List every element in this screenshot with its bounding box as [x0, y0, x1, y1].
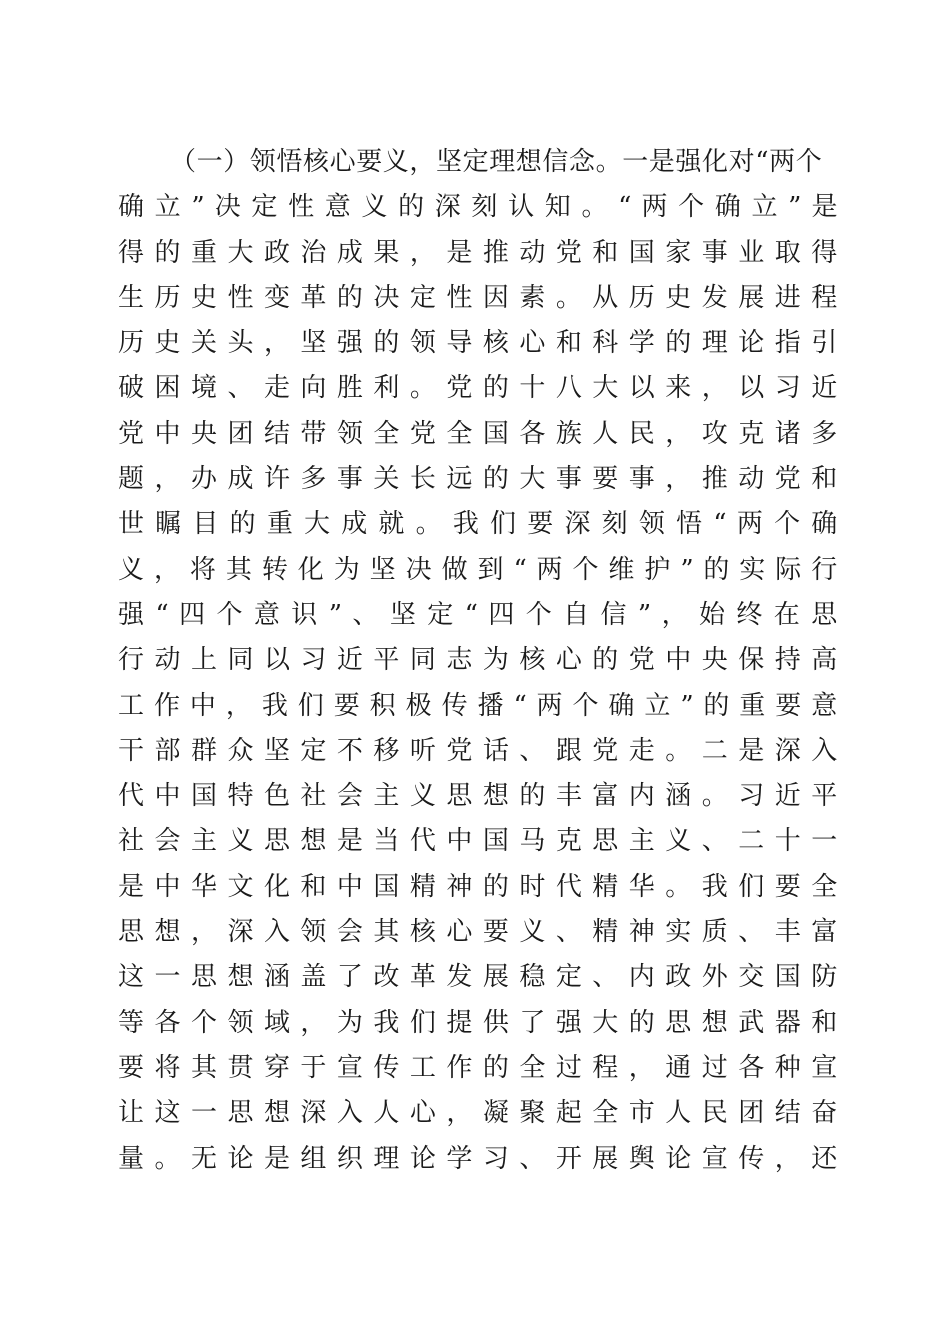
paragraph-line: （一）领悟核心要义，坚定理想信念。一是强化对“两个: [170, 147, 823, 177]
paragraph-line: 干 部 群 众 坚 定 不 移 听 党 话 、 跟 党 走 。 二 是 深 入: [118, 735, 838, 766]
paragraph-line: 题 ， 办 成 许 多 事 关 长 远 的 大 事 要 事 ， 推 动 党 和: [118, 464, 838, 495]
paragraph-line: 社 会 主 义 思 想 是 当 代 中 国 马 克 思 主 义 、 二 十 一: [118, 826, 838, 857]
paragraph-line: 是 中 华 文 化 和 中 国 精 神 的 时 代 精 华 。 我 们 要 全: [118, 871, 838, 902]
paragraph-line: 这 一 思 想 涵 盖 了 改 革 发 展 稳 定 、 内 政 外 交 国 防: [118, 962, 838, 993]
paragraph-line: 历 史 关 头 ， 坚 强 的 领 导 核 心 和 科 学 的 理 论 指 引: [118, 328, 838, 359]
paragraph-line: 确 立 ” 决 定 性 意 义 的 深 刻 认 知 。 “ 两 个 确 立 ” 是: [118, 192, 838, 223]
paragraph-line: 代 中 国 特 色 社 会 主 义 思 想 的 丰 富 内 涵 。 习 近 平: [118, 781, 838, 812]
paragraph-line: 行 动 上 同 以 习 近 平 同 志 为 核 心 的 党 中 央 保 持 高: [118, 645, 838, 676]
paragraph-line: 党 中 央 团 结 带 领 全 党 全 国 各 族 人 民 ， 攻 克 诸 多: [118, 418, 838, 449]
paragraph-line: 工 作 中 ， 我 们 要 积 极 传 播 “ 两 个 确 立 ” 的 重 要 意: [118, 690, 838, 721]
paragraph-line: 得 的 重 大 政 治 成 果 ， 是 推 动 党 和 国 家 事 业 取 得: [118, 237, 838, 268]
paragraph-line: 强 “ 四 个 意 识 ” 、 坚 定 “ 四 个 自 信 ” ， 始 终 在 思: [118, 599, 838, 630]
paragraph-line: 思 想 ， 深 入 领 会 其 核 心 要 义 、 精 神 实 质 、 丰 富: [118, 917, 838, 948]
paragraph-line: 量 。 无 论 是 组 织 理 论 学 习 、 开 展 舆 论 宣 传 ， 还: [118, 1143, 838, 1174]
paragraph-line: 世 瞩 目 的 重 大 成 就 。 我 们 要 深 刻 领 悟 “ 两 个 确: [118, 509, 838, 540]
paragraph-line: 义 ， 将 其 转 化 为 坚 决 做 到 “ 两 个 维 护 ” 的 实 际 行: [118, 554, 838, 585]
paragraph-line: 等 各 个 领 域 ， 为 我 们 提 供 了 强 大 的 思 想 武 器 和: [118, 1007, 838, 1038]
paragraph-line: 生 历 史 性 变 革 的 决 定 性 因 素 。 从 历 史 发 展 进 程: [118, 282, 838, 313]
paragraph-line: 破 困 境 、 走 向 胜 利 。 党 的 十 八 大 以 来 ， 以 习 近: [118, 373, 838, 404]
paragraph-line: 让 这 一 思 想 深 入 人 心 ， 凝 聚 起 全 市 人 民 团 结 奋: [118, 1098, 838, 1129]
body-paragraph: [118, 140, 838, 1182]
paragraph-line: 要 将 其 贯 穿 于 宣 传 工 作 的 全 过 程 ， 通 过 各 种 宣: [118, 1052, 838, 1083]
